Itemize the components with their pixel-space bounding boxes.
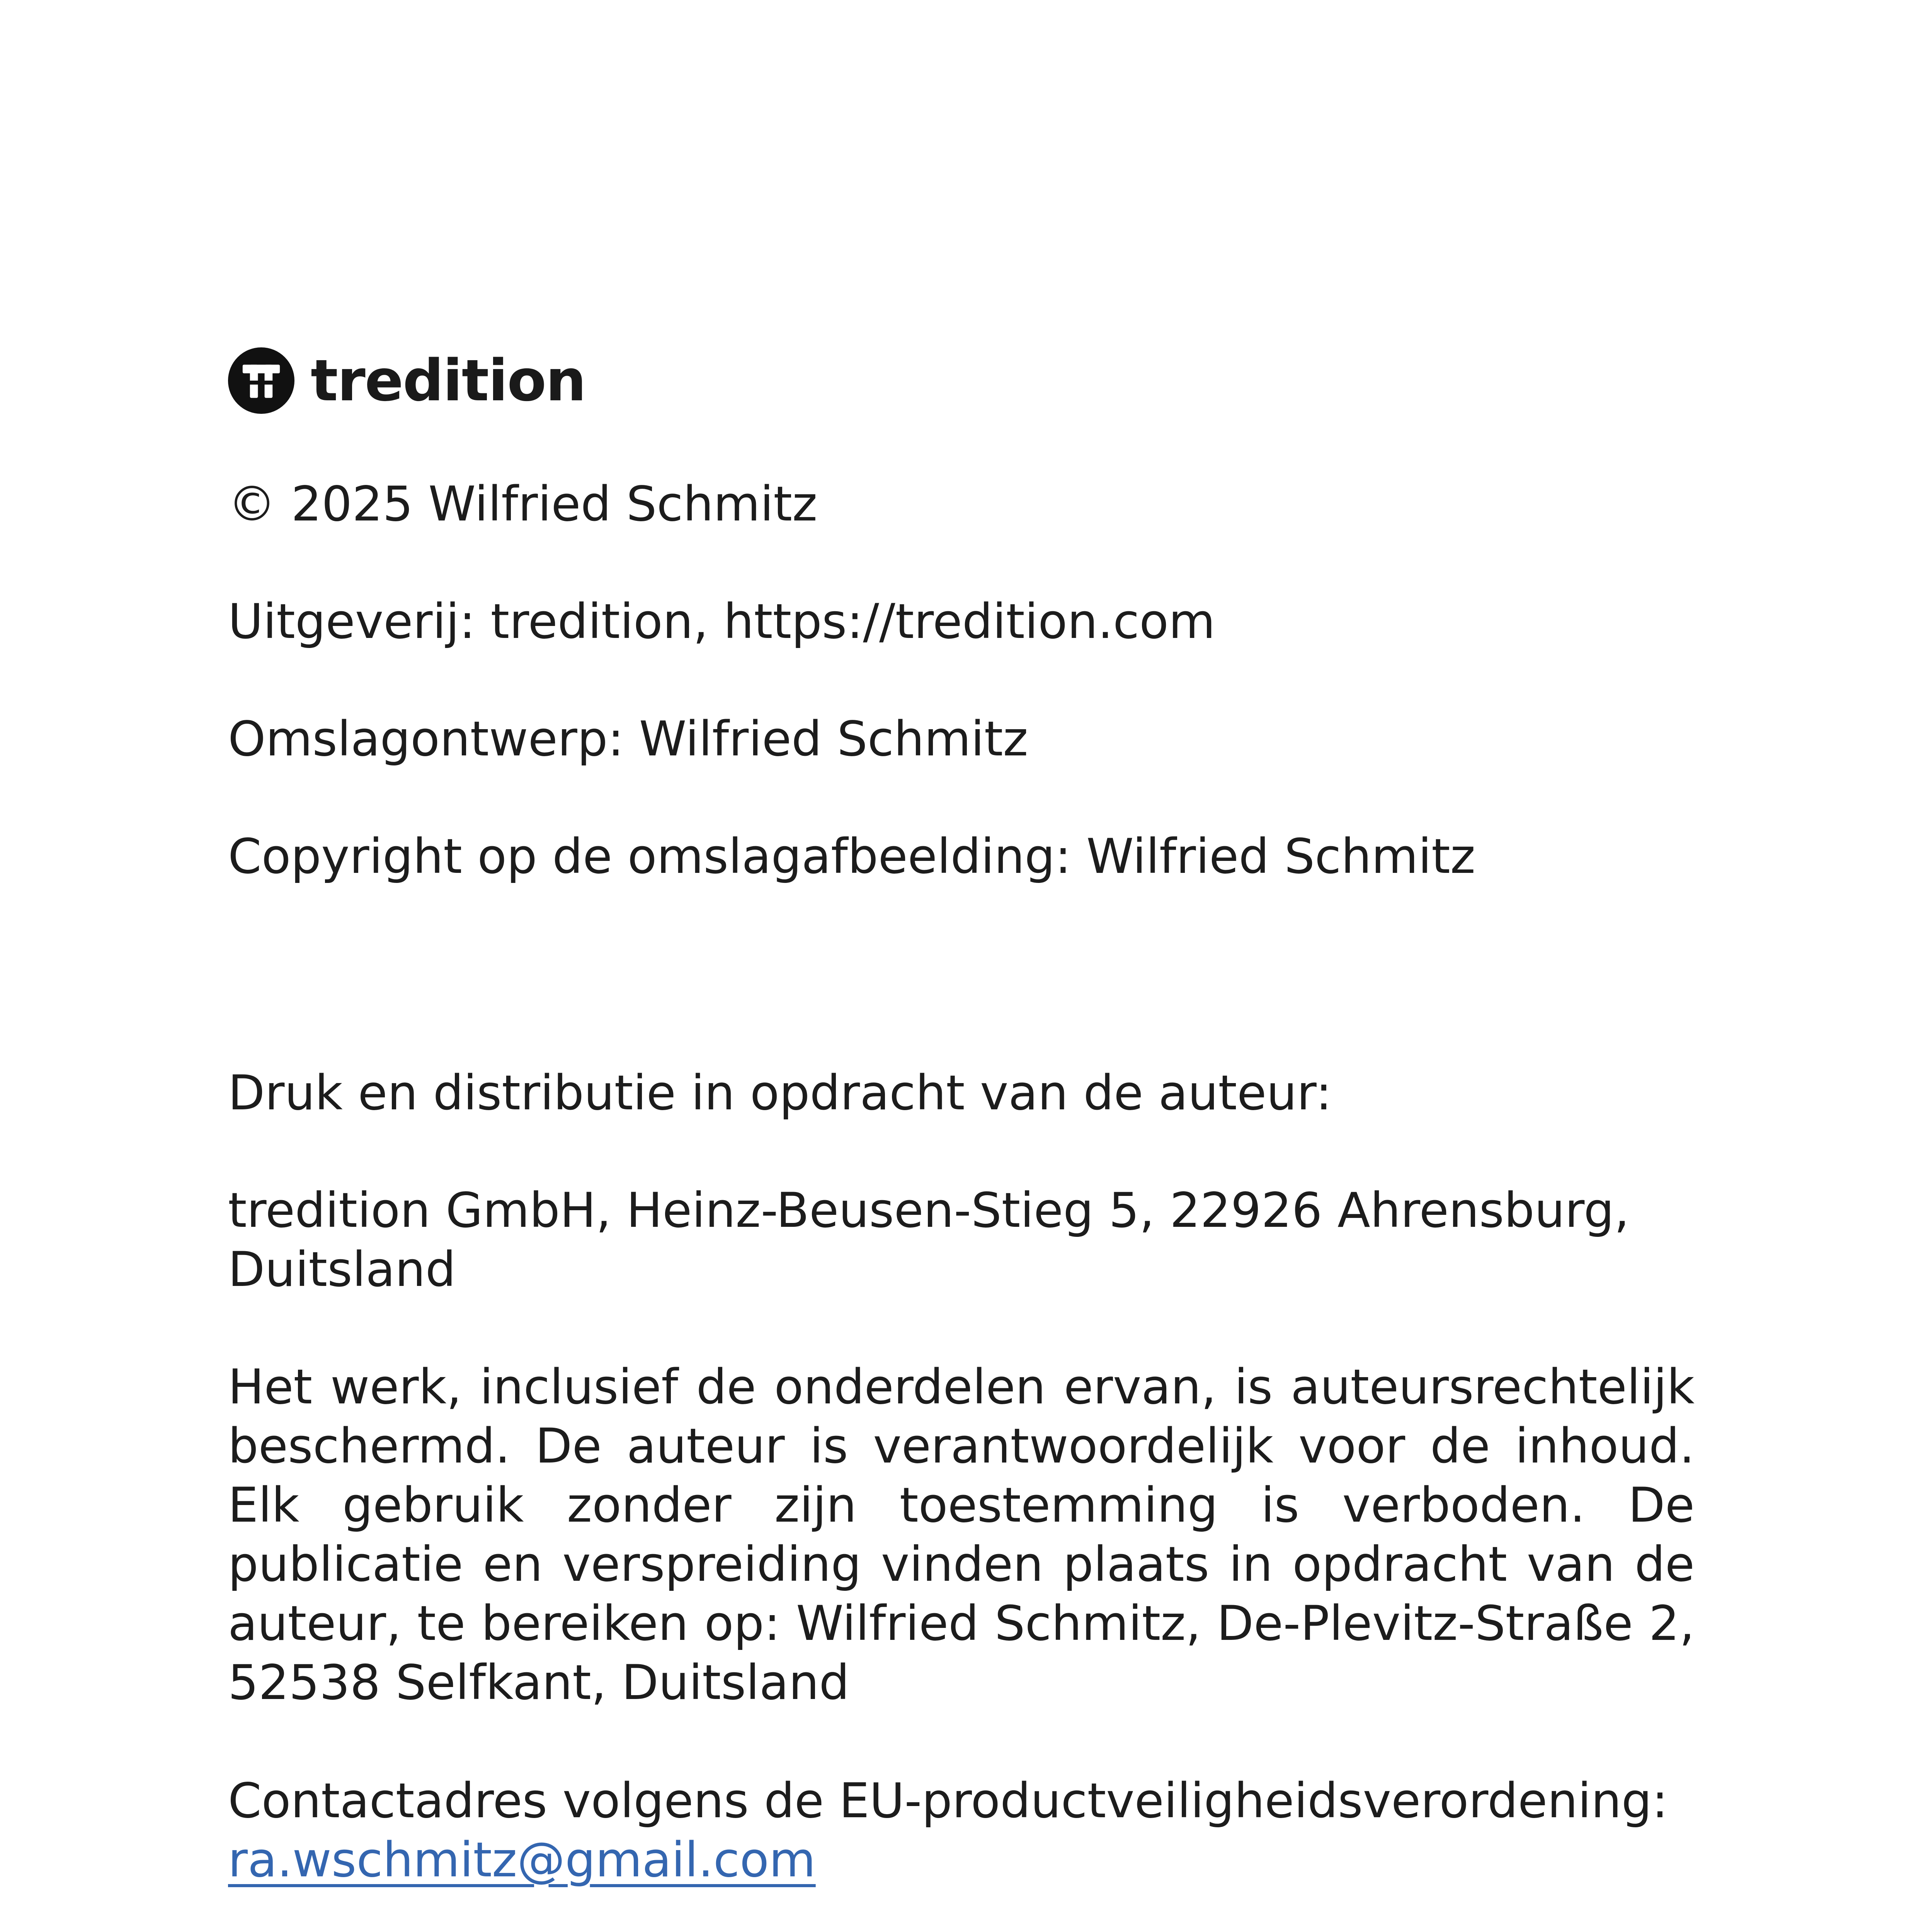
publisher-logo	[228, 344, 585, 417]
copyright-line: © 2025 Wilfried Schmitz	[228, 476, 818, 532]
publisher-address-country: Duitsland	[228, 1242, 456, 1298]
rights-paragraph: Het werk, inclusief de onderdelen ervan, is auteursrechtelijk beschermd. De auteur is verantwoordelijk voor de inhoud. Elk gebruik zonder zijn toestemming is verboden. De publicatie en verspreiding vinden plaats in opdracht van de auteur, te bereiken op: Wilfried Schmitz, De-Plevitz-Straße 2, 52538 Selfkant, Duitsland	[228, 1359, 1695, 1711]
publisher-address-line: tredition GmbH, Heinz-Beusen-Stieg 5, 22926 Ahrensburg,	[228, 1183, 1630, 1238]
tredition-logo-icon	[228, 347, 294, 414]
publisher-wordmark: tredition	[311, 347, 586, 414]
cover-image-copyright-line: Copyright op de omslagafbeelding: Wilfried Schmitz	[228, 829, 1475, 884]
cover-design-line: Omslagontwerp: Wilfried Schmitz	[228, 711, 1028, 767]
contact-email-link[interactable]: ra.wschmitz@gmail.com	[228, 1832, 816, 1888]
contact-heading: Contactadres volgens de EU-productveiligheidsverordening:	[228, 1773, 1668, 1829]
print-distribution-heading: Druk en distributie in opdracht van de auteur:	[228, 1065, 1332, 1121]
publisher-line: Uitgeverij: tredition, https://tredition.com	[228, 594, 1215, 650]
contact-line	[228, 1830, 1696, 1890]
